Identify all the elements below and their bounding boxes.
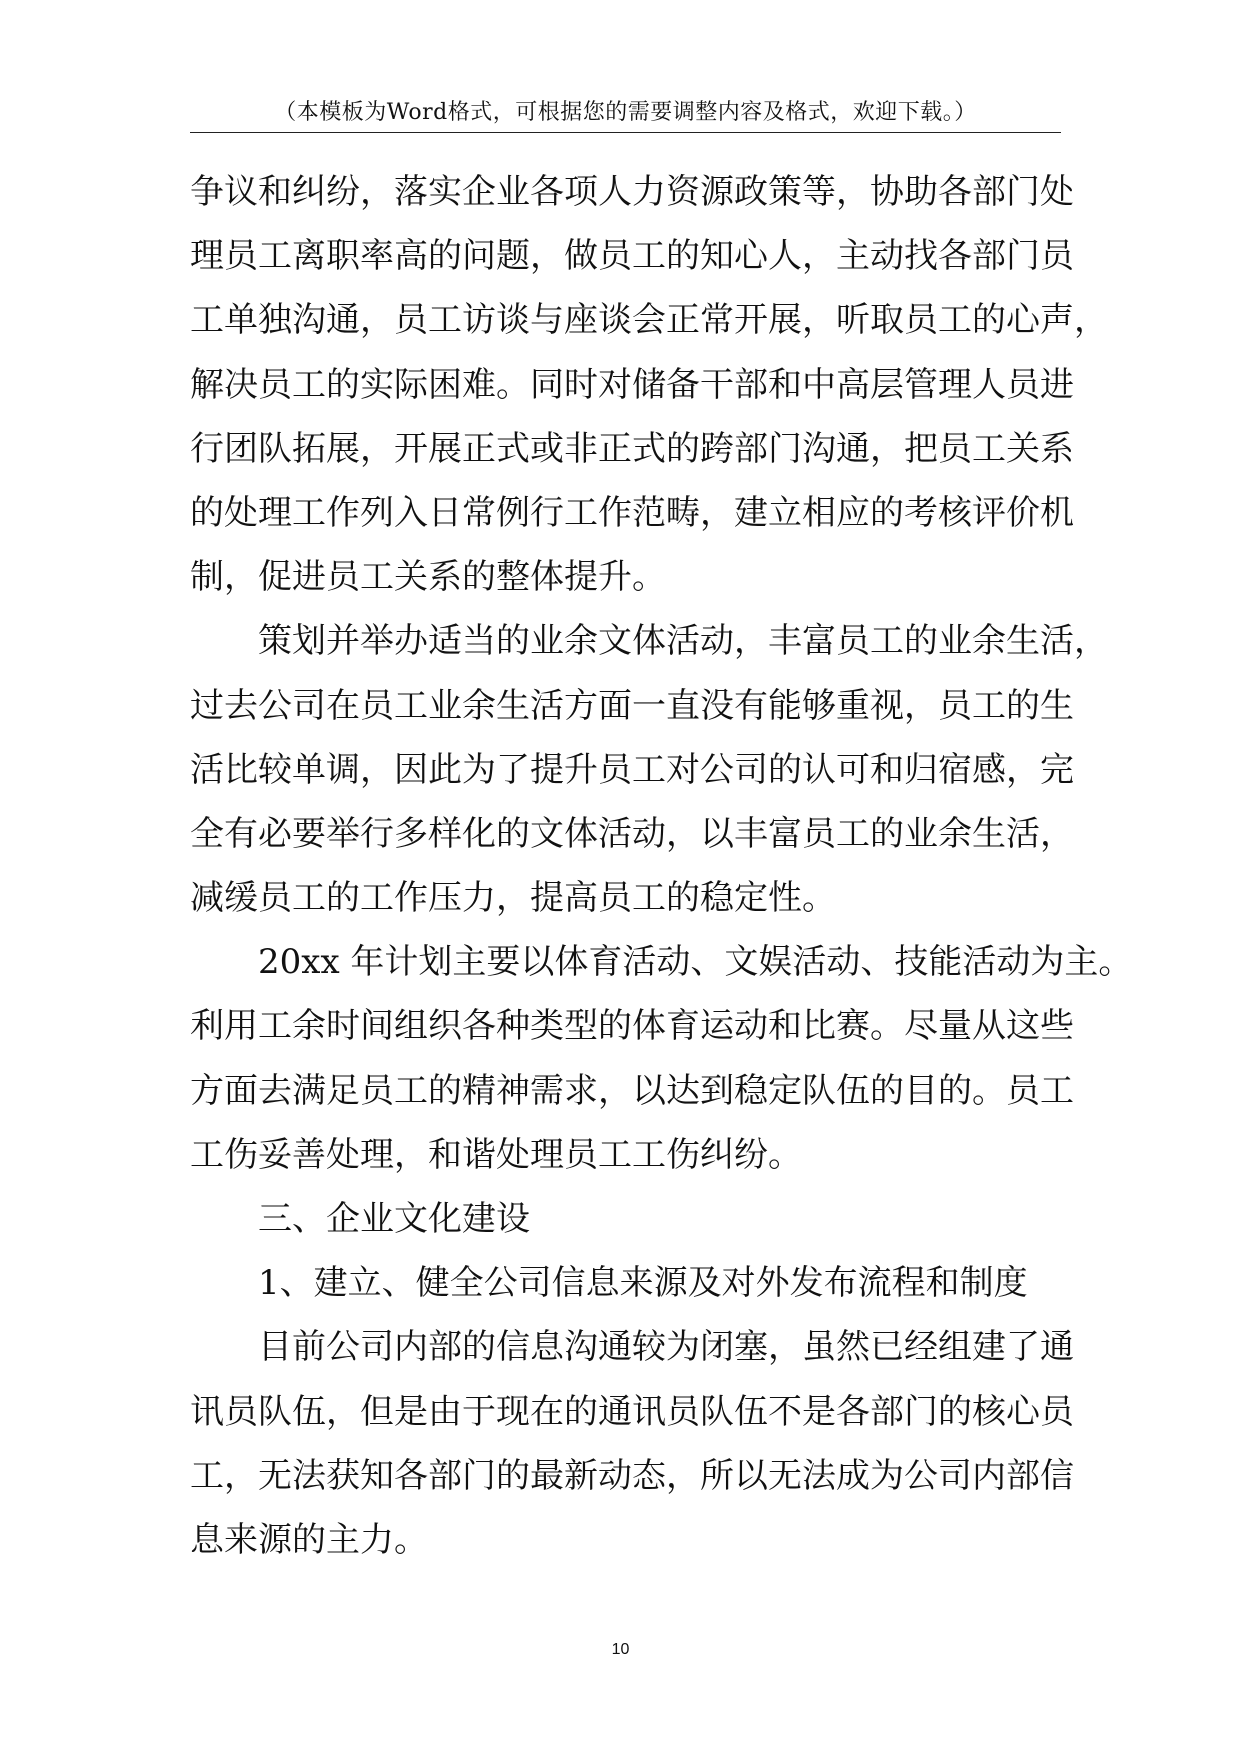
- body-line: 工，无法获知各部门的最新动态，所以无法成为公司内部信: [190, 1455, 1074, 1496]
- body-text: [190, 160, 1133, 1572]
- body-line: 三、企业文化建设: [258, 1199, 530, 1239]
- body-line: 解决员工的实际困难。同时对储备干部和中高层管理人员进: [190, 364, 1074, 405]
- header-note: （本模板为Word格式，可根据您的需要调整内容及格式，欢迎下载。）: [274, 100, 977, 125]
- body-line: 争议和纠纷，落实企业各项人力资源政策等，协助各部门处: [190, 172, 1074, 212]
- body-line: 过去公司在员工业余生活方面一直没有能够重视，员工的生: [190, 685, 1074, 726]
- body-line: 1、建立、健全公司信息来源及对外发布流程和制度: [258, 1263, 1028, 1304]
- body-line: 理员工离职率高的问题，做员工的知心人，主动找各部门员: [190, 236, 1074, 277]
- body-line: 目前公司内部的信息沟通较为闭塞，虽然已经组建了通: [258, 1327, 1074, 1368]
- header-divider: [190, 132, 1061, 133]
- body-line: 的处理工作列入日常例行工作范畴，建立相应的考核评价机: [190, 492, 1074, 533]
- body-line: 方面去满足员工的精神需求，以达到稳定队伍的目的。员工: [190, 1070, 1074, 1111]
- body-line: 减缓员工的工作压力，提高员工的稳定性。: [190, 878, 836, 919]
- body-line: 20xx 年计划主要以体育活动、文娱活动、技能活动为主。: [258, 942, 1133, 983]
- body-line: 活比较单调，因此为了提升员工对公司的认可和归宿感，完: [190, 749, 1074, 790]
- body-line: 工单独沟通，员工访谈与座谈会正常开展，听取员工的心声，: [190, 300, 1108, 341]
- page-number: 10: [611, 1641, 630, 1658]
- body-line: 行团队拓展，开展正式或非正式的跨部门沟通，把员工关系: [190, 428, 1074, 469]
- body-line: 讯员队伍，但是由于现在的通讯员队伍不是各部门的核心员: [190, 1391, 1074, 1432]
- body-line: 全有必要举行多样化的文体活动，以丰富员工的业余生活，: [190, 813, 1074, 854]
- body-line: 策划并举办适当的业余文体活动，丰富员工的业余生活，: [258, 621, 1108, 662]
- body-line: 利用工余时间组织各种类型的体育运动和比赛。尽量从这些: [190, 1006, 1074, 1047]
- body-line: 制，促进员工关系的整体提升。: [190, 557, 666, 598]
- body-line: 工伤妥善处理，和谐处理员工工伤纠纷。: [190, 1134, 802, 1175]
- body-line: 息来源的主力。: [190, 1519, 428, 1560]
